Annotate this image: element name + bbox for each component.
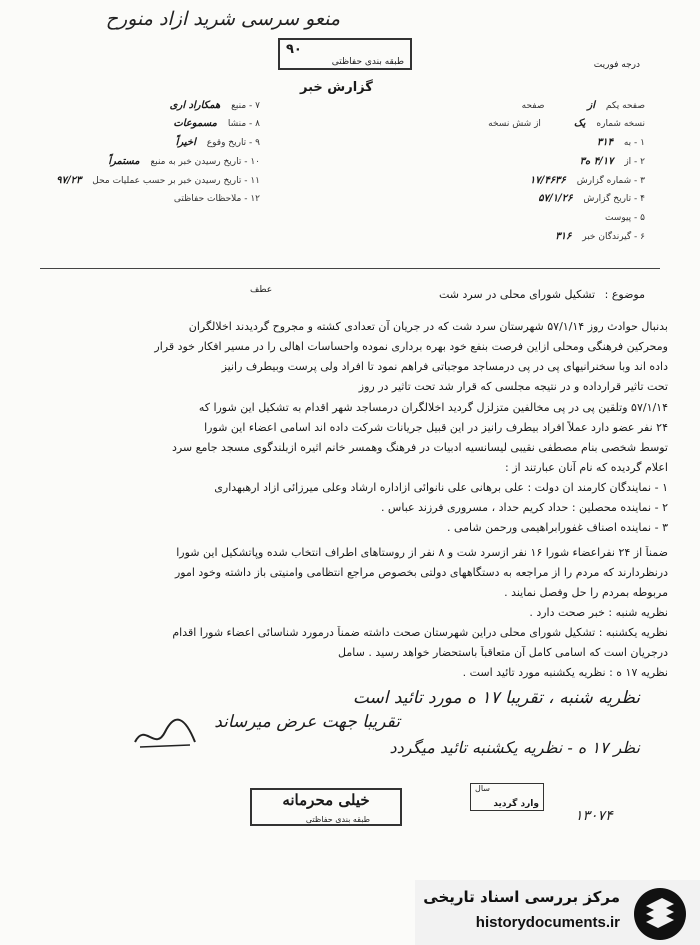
subject-line xyxy=(439,288,645,301)
form-right-row xyxy=(597,212,645,223)
body-line: ۵۷/۱/۱۴ وتلقین پی در پی مخالفین متزلزل گردید اخلالگران درمساجد شهر اقدام به تشکیل این شورا که xyxy=(198,401,668,414)
form-value: ۳۱۶ xyxy=(555,231,572,242)
secrecy-stamp-text: خیلی محرمانه xyxy=(282,791,370,809)
archive-logo-icon xyxy=(632,886,688,942)
form-left-row xyxy=(56,175,260,186)
form-right-row xyxy=(555,231,645,242)
form-left-row xyxy=(173,118,260,129)
body-line: درجریان است که اسامی کامل آن متعاقباً باستحضار خواهد رسید . سامل xyxy=(338,646,668,659)
received-stamp-sub: سال xyxy=(475,784,490,793)
priority-label: درجه فوریت xyxy=(593,60,640,70)
footer-url: historydocuments.ir xyxy=(475,914,620,931)
classification-stamp xyxy=(278,38,412,70)
form-label: ۹ - تاریخ وقوع xyxy=(206,138,260,148)
body-line: نظریه یکشنبه : تشکیل شورای محلی دراین شهرستان صحت داشته ضمناً درمورد شناسائی اعضاء شورا اقدام xyxy=(172,626,668,639)
body-line: ومحرکین فرهنگی ومحلی ازاین فرصت بنفع خود بهره برداری نموده واحساسات اهالی را در مسیر افکار خود قرار xyxy=(154,340,668,353)
form-label: ۷ - منبع xyxy=(231,101,260,111)
body-line: داده اند وبا سخنرانیهای پی در پی درمساجد موجباتی فراهم نمود تا افراد ولی پرست وبیطرف رانیز xyxy=(221,360,668,373)
stamp-number: ۹۰ xyxy=(286,42,302,57)
form-label: صفحه یکم xyxy=(605,101,645,111)
header-divider xyxy=(40,268,660,269)
form-value: ۴/۱۷ ه۳ xyxy=(579,156,614,167)
handwritten-note-2: نظر ۱۷ ه - نظریه یکشنبه تائید میگردد xyxy=(389,738,640,757)
form-value: همکاراد ارى xyxy=(169,100,221,111)
form-label: ۶ - گیرندگان خبر xyxy=(582,232,645,242)
atf-label: عطف xyxy=(250,285,273,295)
top-handwritten-note: منعو سرسی شرید ازاد منورح xyxy=(105,8,340,30)
form-right-row xyxy=(530,175,645,186)
form-left-row xyxy=(166,193,260,204)
signature-scribble xyxy=(130,712,200,757)
form-left-row xyxy=(108,156,260,167)
form-left-row xyxy=(170,100,260,111)
form-extra: از شش نسخه xyxy=(488,119,541,129)
form-right-row xyxy=(580,156,645,167)
form-label: ۱ - به xyxy=(623,138,645,148)
form-label: ۱۱ - تاریخ رسیدن خبر بر حسب عملیات محل xyxy=(92,176,260,186)
form-right-row xyxy=(538,193,645,204)
form-label: ۱۰ - تاریخ رسیدن خبر به منبع xyxy=(150,157,260,167)
body-line: درنظردارند که مردم را از مراجعه به دستگاههای دولتی بخصوص مراجع انتظامی وامنیتی باز داشته وخود امور xyxy=(174,566,668,579)
subject-value: تشکیل شورای محلی در سرد شت xyxy=(438,288,596,301)
form-extra: صفحه xyxy=(521,101,545,111)
form-value: ۵۷/۱/۲۶ xyxy=(538,193,573,204)
form-label: نسخه شماره xyxy=(596,119,645,129)
form-label: ۲ - از xyxy=(624,157,645,167)
document-number: ۱۳۰۷۴ xyxy=(575,808,613,824)
form-right-row xyxy=(597,137,645,148)
body-line: تحت تاثیر قرارداده و در نتیجه مجلسی که قرار شد تحت تاثیر در روز xyxy=(358,380,668,393)
form-value: مستمراً xyxy=(108,156,140,167)
body-line: ۲ - نماینده محصلین : حداد کریم حداد ، مسروری فرزند عباس . xyxy=(380,501,668,514)
form-label: ۸ - منشا xyxy=(227,119,260,129)
body-line: نظریه شنبه : خبر صحت دارد . xyxy=(529,606,668,619)
body-line: مربوطه بمردم را حل وفصل نمایند . xyxy=(504,586,668,599)
subject-label: موضوع : xyxy=(604,288,645,301)
secrecy-stamp xyxy=(250,788,402,826)
form-value: از xyxy=(587,100,595,111)
form-label: ۱۲ - ملاحظات حفاظتی xyxy=(173,194,260,204)
form-right-row xyxy=(488,118,645,129)
form-value: ۱۷/۴۶۳۶ xyxy=(529,175,566,186)
secrecy-stamp-sub: طبقه بندی حفاظتی xyxy=(305,815,370,824)
form-label: ۳ - شماره گزارش xyxy=(576,176,645,186)
received-stamp-text: وارد گردید xyxy=(493,799,539,809)
received-stamp xyxy=(470,783,544,811)
form-value: ۳۱۴ xyxy=(596,137,613,148)
body-line: نظریه ۱۷ ه : نظریه یکشنبه مورد تائید است . xyxy=(462,666,668,679)
body-line: بدنبال حوادث روز ۵۷/۱/۱۴ شهرستان سرد شت که در جریان آن تعدادی کشته و مجروح گردیدند اخلالگران xyxy=(188,320,668,333)
classification-stamp-label: طبقه بندی حفاظتی xyxy=(331,57,404,67)
body-line: ۱ - نمایندگان کارمند ان دولت : علی برهانی علی نانوائی ازاداره ارشاد وعلی میرزائی ازاد ارهبهداری xyxy=(214,481,668,494)
form-value: مسموعات xyxy=(173,118,217,129)
footer-watermark xyxy=(415,880,700,945)
handwritten-note-1: نظریه شنبه ، تقریبا ۱۷ ه مورد تائید است xyxy=(352,688,640,708)
body-line: ۳ - نماینده اصناف غفورابراهیمی ورحمن شامی . xyxy=(446,521,668,534)
footer-org-name: مرکز بررسی اسناد تاریخی xyxy=(423,888,620,906)
body-line: ضمناً از ۲۴ نفراعضاء شورا ۱۶ نفر ازسرد شت و ۸ نفر از روستاهای اطراف انتخاب شده وپاتشکیل این شورا xyxy=(176,546,668,559)
form-value: اخیراً xyxy=(175,137,196,148)
form-label: ۵ - پیوست xyxy=(604,213,645,223)
form-value: یک xyxy=(573,118,586,129)
body-line: توسط شخصی بنام مصطفی نقیبی لیسانسیه ادبیات در فرهنگ وهمسر خانم اثیره ازبلندگوی مسجد جامع سرد xyxy=(171,441,668,454)
body-line: ۲۴ نفر عضو دارد عملاً افراد بیطرف رانیز در این قبیل جریانات شرکت داده اند اسامی اعضاء این شورا xyxy=(204,421,668,434)
form-right-row xyxy=(522,100,645,111)
report-title: گزارش خبر xyxy=(300,80,373,95)
form-value: ۹۷/۲۳ xyxy=(56,175,82,186)
body-line: اعلام گردیده که نام آنان عبارتند از : xyxy=(505,461,668,474)
form-left-row xyxy=(176,137,260,148)
form-label: ۴ - تاریخ گزارش xyxy=(583,194,645,204)
handwritten-note-3: تقریبا جهت عرض میرساند xyxy=(214,712,400,732)
